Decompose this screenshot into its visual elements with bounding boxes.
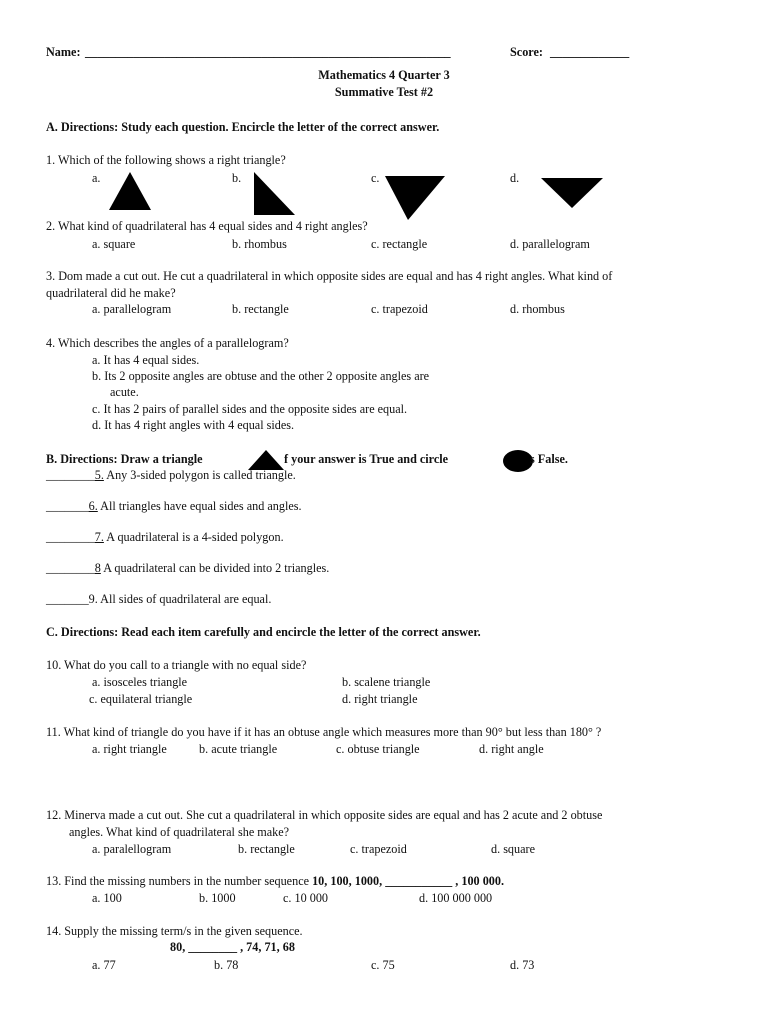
tf-item-text: A quadrilateral is a 4-sided polygon. <box>103 530 284 544</box>
name-label: Name: <box>46 45 81 59</box>
section-c-directions: C. Directions: Read each item carefully and encircle the letter of the correct answer. <box>46 625 481 639</box>
q1-option-b-letter[interactable]: b. <box>232 171 242 185</box>
tf-item-number: 5. <box>94 468 104 482</box>
tf-item-5 <box>46 468 296 483</box>
q14-option-b[interactable]: b. 78 <box>214 958 239 972</box>
tf-item-text: All sides of quadrilateral are equal. <box>97 592 272 606</box>
q14-question: 14. Supply the missing term/s in the given sequence. <box>46 924 303 938</box>
q13-option-c[interactable]: c. 10 000 <box>283 891 329 905</box>
tf-answer-blank[interactable]: ________ <box>46 468 95 482</box>
q2-option-d[interactable]: d. parallelogram <box>510 237 590 251</box>
q3-question-line1: 3. Dom made a cut out. He cut a quadrilateral in which opposite sides are equal and has 4 right angles. What kind of <box>46 269 613 283</box>
q3-option-a[interactable]: a. parallelogram <box>92 302 172 316</box>
q4-option-d[interactable]: d. It has 4 right angles with 4 equal sides. <box>92 418 295 432</box>
section-a-directions: A. Directions: Study each question. Encircle the letter of the correct answer. <box>46 120 440 134</box>
q4-option-c[interactable]: c. It has 2 pairs of parallel sides and the opposite sides are equal. <box>92 402 408 416</box>
q2-option-c[interactable]: c. rectangle <box>371 237 428 251</box>
q12-option-b[interactable]: b. rectangle <box>238 842 295 856</box>
q10-option-a[interactable]: a. isosceles triangle <box>92 675 188 689</box>
tf-answer-blank[interactable]: _______ <box>46 499 89 513</box>
q1-option-c-letter[interactable]: c. <box>371 171 380 185</box>
q2-option-a[interactable]: a. square <box>92 237 136 251</box>
q3-option-c[interactable]: c. trapezoid <box>371 302 428 316</box>
q10-option-d[interactable]: d. right triangle <box>342 692 418 706</box>
section-b-directions-part1: B. Directions: Draw a triangle <box>46 452 203 466</box>
q12-option-d[interactable]: d. square <box>491 842 535 856</box>
q12-question-line1: 12. Minerva made a cut out. She cut a quadrilateral in which opposite sides are equal and has 2 acute and 2 obtuse <box>46 808 603 822</box>
tf-item-9 <box>46 592 271 607</box>
q10-option-c[interactable]: c. equilateral triangle <box>89 692 193 706</box>
tf-item-number: 6. <box>88 499 98 513</box>
tf-item-7 <box>46 530 284 545</box>
tf-answer-blank[interactable]: ________ <box>46 530 95 544</box>
q4-question: 4. Which describes the angles of a parallelogram? <box>46 336 289 350</box>
q14-option-c[interactable]: c. 75 <box>371 958 395 972</box>
section-b-directions-part2: f your answer is True and circle <box>284 452 449 466</box>
q11-option-d[interactable]: d. right angle <box>479 742 544 756</box>
q12-question-line2: angles. What kind of quadrilateral she make? <box>69 825 290 839</box>
q3-option-b[interactable]: b. rectangle <box>232 302 289 316</box>
q4-option-a[interactable]: a. It has 4 equal sides. <box>92 353 200 367</box>
q4-option-b[interactable]: b. Its 2 opposite angles are obtuse and the other 2 opposite angles are <box>92 369 430 383</box>
q3-question-line2: quadrilateral did he make? <box>46 286 176 300</box>
tf-item-8 <box>46 561 329 576</box>
score-blank[interactable]: _____________ <box>550 45 630 59</box>
tf-item-text: Any 3-sided polygon is called triangle. <box>103 468 296 482</box>
q12-option-a[interactable]: a. paralellogram <box>92 842 172 856</box>
q13-option-b[interactable]: b. 1000 <box>199 891 236 905</box>
q2-option-b[interactable]: b. rhombus <box>232 237 287 251</box>
tf-item-number: 9. <box>88 592 98 606</box>
q14-option-d[interactable]: d. 73 <box>510 958 535 972</box>
tf-item-text: All triangles have equal sides and angles. <box>97 499 302 513</box>
q2-question: 2. What kind of quadrilateral has 4 equal sides and 4 right angles? <box>46 219 368 233</box>
tf-item-number: 8 <box>94 561 101 575</box>
q11-option-c[interactable]: c. obtuse triangle <box>336 742 420 756</box>
q4-option-b-continued: acute. <box>110 385 139 399</box>
q13-option-a[interactable]: a. 100 <box>92 891 122 905</box>
q10-question: 10. What do you call to a triangle with no equal side? <box>46 658 307 672</box>
inverted-triangle-icon <box>384 175 446 221</box>
q13-option-d[interactable]: d. 100 000 000 <box>419 891 493 905</box>
q3-option-d[interactable]: d. rhombus <box>510 302 565 316</box>
q1-option-d-letter[interactable]: d. <box>510 171 520 185</box>
q11-option-a[interactable]: a. right triangle <box>92 742 167 756</box>
flat-inverted-triangle-icon <box>540 177 604 209</box>
q10-option-b[interactable]: b. scalene triangle <box>342 675 431 689</box>
q1-option-a-letter[interactable]: a. <box>92 171 101 185</box>
q13-question <box>46 874 504 889</box>
q11-option-b[interactable]: b. acute triangle <box>199 742 278 756</box>
name-blank[interactable]: ____________________________________________________________ <box>85 45 451 59</box>
section-b-directions-part3: s False. <box>530 452 568 466</box>
page-title: Mathematics 4 Quarter 3 <box>318 68 450 82</box>
q13-question-text: 13. Find the missing numbers in the number sequence <box>46 874 313 888</box>
tf-item-number: 7. <box>94 530 104 544</box>
tf-answer-blank[interactable]: ________ <box>46 561 95 575</box>
q14-option-a[interactable]: a. 77 <box>92 958 116 972</box>
q14-sequence: 80, ________ , 74, 71, 68 <box>170 940 295 954</box>
q1-question: 1. Which of the following shows a right triangle? <box>46 153 286 167</box>
q12-option-c[interactable]: c. trapezoid <box>350 842 407 856</box>
q13-sequence: 10, 100, 1000, ___________ , 100 000. <box>312 874 505 888</box>
tf-answer-blank[interactable]: _______ <box>46 592 89 606</box>
q11-question: 11. What kind of triangle do you have if it has an obtuse angle which measures more than 90° but less than 180° ? <box>46 725 602 739</box>
tf-item-text: A quadrilateral can be divided into 2 triangles. <box>100 561 330 575</box>
isosceles-triangle-icon <box>108 171 152 211</box>
tf-item-6 <box>46 499 302 514</box>
right-triangle-icon <box>252 170 296 216</box>
page-subtitle: Summative Test #2 <box>334 85 434 99</box>
score-label: Score: <box>510 45 543 59</box>
